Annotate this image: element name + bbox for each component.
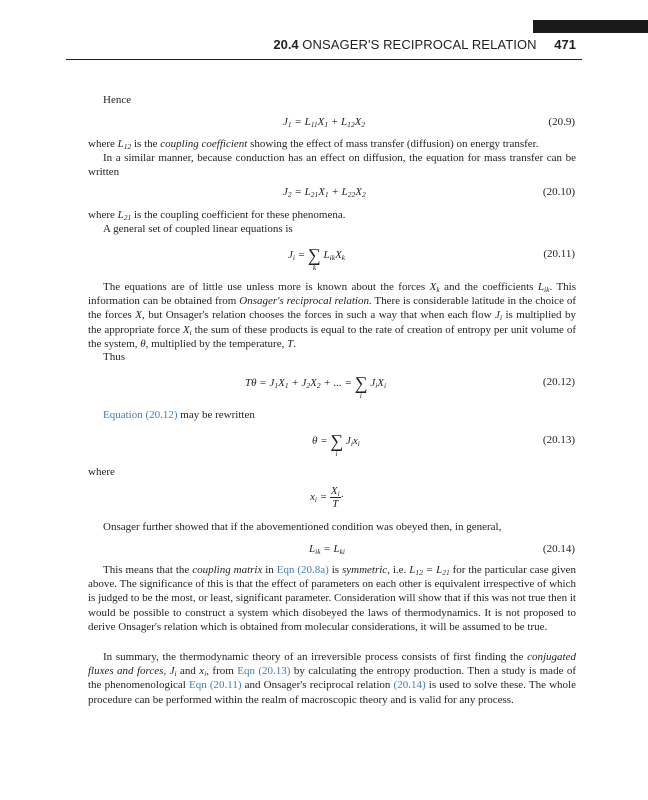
equation-number: (20.13) (542, 434, 575, 446)
equation-number: (20.11) (543, 248, 575, 260)
paragraph: Onsager further showed that if the abovementioned condition was obeyed then, in general, (103, 521, 502, 533)
paragraph: The equations are of little use unless more is known about the forces $X_k$ and the coefficients $L_{ik}$. This information can be obtained from Onsager's reciprocal relation. There is considerable latitude in the choice of the forces X, but Onsager's relation chooses the forces in such a way that when each flow $J_i$ is multiplied by the appropriate force $X_i$ the sum of these products is equal to the rate of creation of entropy per unit volume of the system, θ, multiplied by the temperature, T. (88, 281, 577, 350)
equation-20-11: $J_i$ = ∑ k $L_{ik}X_k$ (288, 245, 346, 272)
equation-number: (20.10) (542, 186, 575, 198)
header-rule (66, 59, 582, 60)
equation-20-13: θ = ∑ i $J_ix_i$ (312, 431, 360, 458)
section-title: ONSAGER'S RECIPROCAL RELATION (302, 37, 537, 52)
equation-xi: $x_i$ = $\frac{X_i}{T}$ · (310, 485, 344, 510)
thus-label: Thus (103, 351, 125, 363)
equation-number: (20.9) (548, 116, 575, 128)
equation-number: (20.12) (542, 376, 575, 388)
equation-20-14: $L_{ik} = L_{ki}$ (309, 543, 346, 556)
equation-link[interactable]: Eqn (20.11) (188, 679, 242, 692)
equation-20-9: $J_1 = L_{11}X_1 + L_{12}X_2$ (283, 116, 366, 129)
paragraph: A general set of coupled linear equations is (103, 223, 293, 235)
equation-link[interactable]: Equation (20.12) (103, 409, 178, 421)
equation-link[interactable]: Eqn (20.13) (237, 665, 291, 678)
paragraph: where $L_{21}$ is the coupling coefficient for these phenomena. (88, 209, 346, 222)
where-label: where (88, 466, 115, 478)
hence-label: Hence (103, 94, 132, 106)
equation-link[interactable]: (20.14) (393, 679, 426, 692)
paragraph: Equation (20.12) may be rewritten (103, 409, 255, 421)
equation-20-12: $T\theta = J_1X_1 + J_2X_2$ + ... = ∑ i $J_iX_i$ (245, 373, 387, 400)
paragraph: This means that the coupling matrix in Eqn (20.8a) is symmetric, i.e. $L_{12} = L_{21}$ for the particular case given above. The significance of this is that the effect of parameters on each other is equivalent irrespective of which is judged to be the most, or least, significant parameter. Consideration will show that if this was not true then it would be possible to construct a system which disobeyed the laws of thermodynamics. It is not proposed to derive Onsager's relation which is obtained from molecular considerations, it will be assumed to be true. (88, 564, 576, 633)
running-header (273, 37, 576, 52)
paragraph: In summary, the thermodynamic theory of an irreversible process consists of first finding the conjugated fluxes and forces, $J_i$ and $x_i$, from Eqn (20.13) by calculating the entropy production. Then a study is made of the phenomenological Eqn (20.11) and Onsager's reciprocal relation (20.14) is used to solve these. The whole procedure can be performed within the realm of macroscopic theory and is valid for any process. (88, 651, 577, 706)
paragraph: where $L_{12}$ is the coupling coefficient showing the effect of mass transfer (diffusion) on energy transfer. (88, 138, 539, 151)
paragraph: In a similar manner, because conduction has an effect on diffusion, the equation for mass transfer can be written (88, 152, 576, 179)
header-bar (533, 20, 648, 33)
section-number: 20.4 (273, 37, 299, 52)
page-number: 471 (554, 37, 576, 52)
equation-number: (20.14) (542, 543, 575, 555)
equation-link[interactable]: Eqn (20.8a) (276, 564, 329, 576)
equation-20-10: $J_2 = L_{21}X_1 + L_{22}X_2$ (283, 186, 366, 199)
